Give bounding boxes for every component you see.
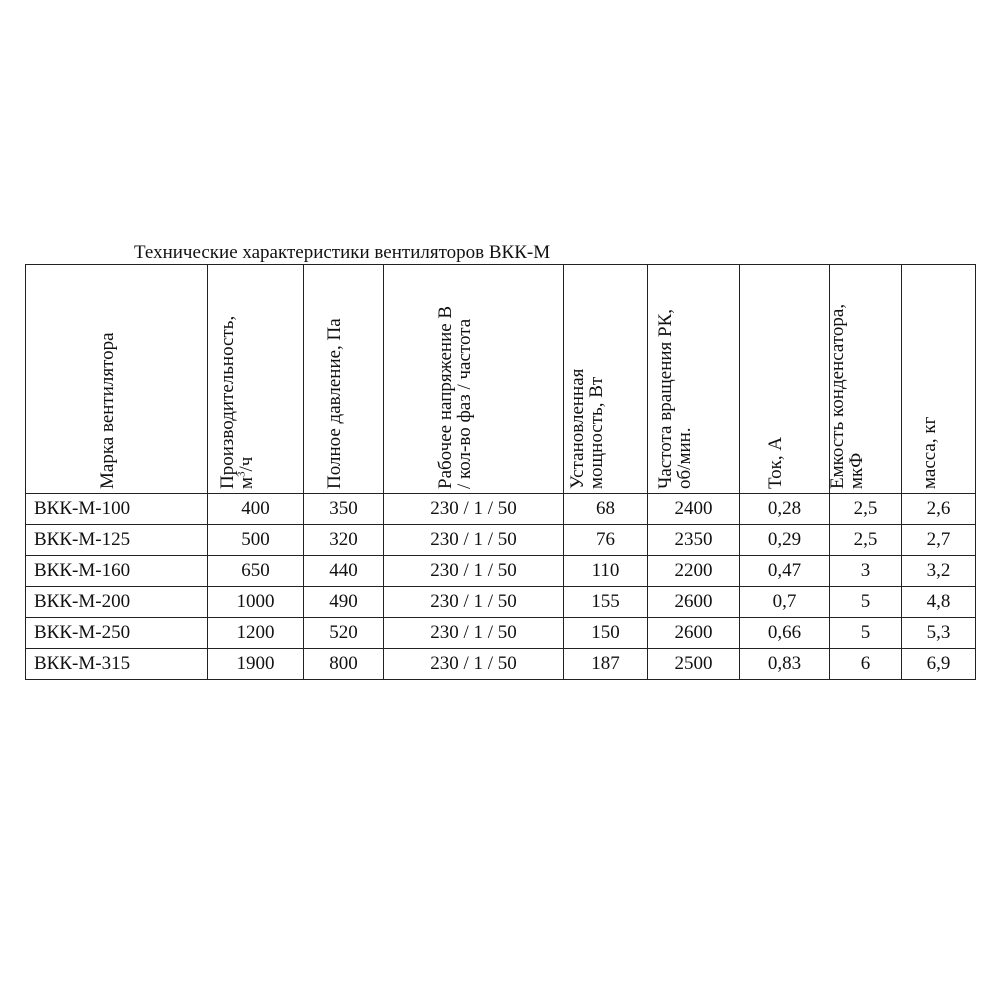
fan-spec-table xyxy=(25,264,976,680)
cell-voltage: 230 / 1 / 50 xyxy=(384,649,564,680)
cell-capacity: 1200 xyxy=(208,618,304,649)
header-power-line1: Установленная xyxy=(566,368,588,489)
cell-current: 0,47 xyxy=(740,556,830,587)
header-rpm-line2: об/мин. xyxy=(673,427,695,489)
cell-rpm: 2200 xyxy=(648,556,740,587)
cell-capacity: 1000 xyxy=(208,587,304,618)
table-row xyxy=(26,494,976,525)
cell-voltage: 230 / 1 / 50 xyxy=(384,556,564,587)
header-capacitor-line1: Емкость конденсатора, xyxy=(826,303,848,489)
header-capacity-unit-h: /ч xyxy=(235,456,257,472)
table-row xyxy=(26,649,976,680)
header-power xyxy=(564,265,648,494)
cell-current: 0,29 xyxy=(740,525,830,556)
cell-voltage: 230 / 1 / 50 xyxy=(384,494,564,525)
cell-capacity: 1900 xyxy=(208,649,304,680)
header-power-line2: мощность, Вт xyxy=(585,376,607,489)
header-capacitor xyxy=(826,265,902,494)
header-mass-label: масса, кг xyxy=(918,416,940,489)
cell-current: 0,66 xyxy=(740,618,830,649)
cell-capacity: 400 xyxy=(208,494,304,525)
header-pressure xyxy=(304,265,384,494)
cell-voltage: 230 / 1 / 50 xyxy=(384,525,564,556)
header-capacitor-label xyxy=(828,269,866,489)
cell-capacity: 650 xyxy=(208,556,304,587)
cell-model: ВКК-М-100 xyxy=(26,494,208,525)
cell-power: 155 xyxy=(564,587,648,618)
cell-model: ВКК-М-315 xyxy=(26,649,208,680)
header-voltage-line2: / кол-во фаз / частота xyxy=(453,318,475,489)
cell-model: ВКК-М-200 xyxy=(26,587,208,618)
header-power-label xyxy=(568,269,606,489)
header-current xyxy=(740,265,830,494)
header-rpm xyxy=(648,265,740,494)
cell-power: 76 xyxy=(564,525,648,556)
cell-power: 110 xyxy=(564,556,648,587)
cell-mass: 4,8 xyxy=(902,587,976,618)
table-row xyxy=(26,587,976,618)
header-rpm-line1: Частота вращения РК, xyxy=(654,308,676,489)
cell-power: 187 xyxy=(564,649,648,680)
cell-mass: 2,6 xyxy=(902,494,976,525)
cell-rpm: 2600 xyxy=(648,587,740,618)
header-capacity xyxy=(208,265,304,494)
cell-mass: 3,2 xyxy=(902,556,976,587)
cell-capacitor: 5 xyxy=(830,618,902,649)
cell-model: ВКК-М-160 xyxy=(26,556,208,587)
cell-rpm: 2350 xyxy=(648,525,740,556)
cell-capacitor: 2,5 xyxy=(830,525,902,556)
cell-voltage: 230 / 1 / 50 xyxy=(384,587,564,618)
cell-mass: 6,9 xyxy=(902,649,976,680)
cell-pressure: 800 xyxy=(304,649,384,680)
cell-capacitor: 5 xyxy=(830,587,902,618)
header-model-label: Марка вентилятора xyxy=(96,332,118,489)
cell-current: 0,7 xyxy=(740,587,830,618)
table-row xyxy=(26,618,976,649)
cell-power: 150 xyxy=(564,618,648,649)
header-voltage-line1: Рабочее напряжение В xyxy=(434,305,456,489)
cell-current: 0,28 xyxy=(740,494,830,525)
cell-rpm: 2500 xyxy=(648,649,740,680)
cell-model: ВКК-М-250 xyxy=(26,618,208,649)
table-row xyxy=(26,525,976,556)
cell-capacitor: 3 xyxy=(830,556,902,587)
header-capacitor-line2: мкФ xyxy=(845,452,867,489)
cell-pressure: 490 xyxy=(304,587,384,618)
header-capacity-unit-sup: 3 xyxy=(235,471,248,477)
cell-voltage: 230 / 1 / 50 xyxy=(384,618,564,649)
cell-mass: 2,7 xyxy=(902,525,976,556)
header-capacity-label xyxy=(218,269,256,489)
cell-pressure: 350 xyxy=(304,494,384,525)
cell-capacity: 500 xyxy=(208,525,304,556)
table-row xyxy=(26,556,976,587)
cell-mass: 5,3 xyxy=(902,618,976,649)
cell-rpm: 2400 xyxy=(648,494,740,525)
cell-capacitor: 6 xyxy=(830,649,902,680)
header-mass xyxy=(902,265,976,494)
header-model xyxy=(26,265,208,494)
header-rpm-label xyxy=(656,269,694,489)
cell-power: 68 xyxy=(564,494,648,525)
cell-pressure: 440 xyxy=(304,556,384,587)
cell-rpm: 2600 xyxy=(648,618,740,649)
header-voltage-label xyxy=(436,269,474,489)
header-capacity-unit-m: м xyxy=(235,476,257,489)
header-row xyxy=(26,265,976,494)
header-capacity-line1: Производительность, xyxy=(216,315,238,489)
header-pressure-label: Полное давление, Па xyxy=(323,318,345,489)
header-current-label: Ток, А xyxy=(764,436,786,489)
cell-pressure: 520 xyxy=(304,618,384,649)
table-title: Технические характеристики вентиляторов ВКК-М xyxy=(134,242,551,263)
cell-pressure: 320 xyxy=(304,525,384,556)
header-voltage xyxy=(384,265,564,494)
cell-capacitor: 2,5 xyxy=(830,494,902,525)
cell-current: 0,83 xyxy=(740,649,830,680)
cell-model: ВКК-М-125 xyxy=(26,525,208,556)
